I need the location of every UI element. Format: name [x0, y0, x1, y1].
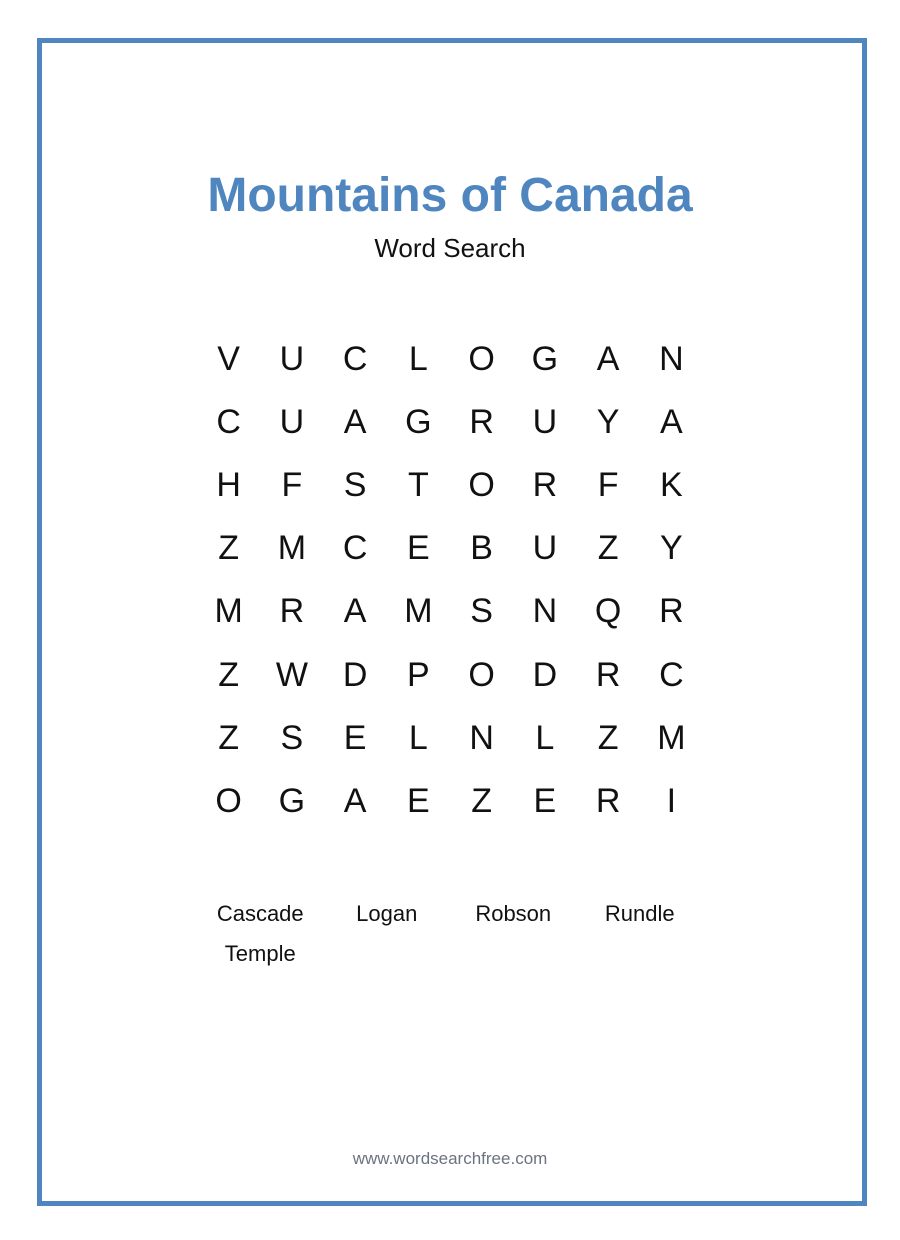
grid-cell: R: [532, 465, 558, 504]
grid-cell: M: [657, 718, 686, 757]
grid-cell: N: [469, 718, 494, 757]
page-title: Mountains of Canada: [207, 169, 693, 222]
grid-cell: P: [407, 655, 430, 694]
grid-cell: G: [278, 781, 306, 820]
grid-cell: A: [343, 781, 367, 820]
grid-cell: F: [281, 465, 303, 504]
page-subtitle: Word Search: [374, 233, 526, 263]
word-list: [197, 898, 703, 978]
grid-cell: Z: [597, 718, 619, 757]
grid-cell: A: [343, 592, 367, 631]
grid-cell: O: [468, 655, 495, 694]
grid-cell: A: [660, 402, 683, 441]
grid-cell: W: [275, 655, 308, 694]
grid-cell: S: [470, 592, 493, 631]
grid-cell: S: [343, 465, 367, 504]
grid-cell: L: [535, 718, 555, 757]
grid-cell: U: [532, 529, 558, 568]
grid-cell: A: [343, 402, 367, 441]
grid-cell: G: [531, 339, 559, 378]
grid-cell: U: [279, 339, 305, 378]
grid-cell: C: [342, 339, 368, 378]
grid-cell: Z: [218, 655, 240, 694]
grid-cell: E: [343, 718, 367, 757]
grid-cell: K: [660, 465, 683, 504]
grid-cell: C: [216, 402, 241, 441]
grid-cell: Z: [218, 718, 240, 757]
word-list-item: Logan: [356, 901, 418, 926]
grid-cell: U: [532, 402, 558, 441]
grid-cell: V: [217, 339, 240, 378]
grid-cell: M: [214, 592, 243, 631]
grid-cell: N: [659, 339, 684, 378]
grid-cell: R: [279, 592, 305, 631]
grid-cell: A: [596, 339, 620, 378]
grid-cell: Z: [471, 781, 493, 820]
grid-cell: Z: [218, 529, 240, 568]
grid-cell: S: [280, 718, 304, 757]
grid-cell: R: [469, 402, 494, 441]
grid-cell: F: [597, 465, 619, 504]
grid-cell: B: [470, 529, 493, 568]
grid-cell: M: [404, 592, 433, 631]
grid-cell: E: [407, 781, 430, 820]
grid-cell: D: [532, 655, 558, 694]
grid-cell: M: [277, 529, 307, 568]
footer-url: www.wordsearchfree.com: [352, 1149, 548, 1168]
grid-cell: L: [408, 718, 428, 757]
letter-grid: [197, 327, 703, 833]
grid-cell: L: [408, 339, 428, 378]
grid-cell: C: [342, 529, 368, 568]
grid-cell: O: [468, 465, 495, 504]
grid-cell: E: [533, 781, 557, 820]
grid-cell: H: [216, 465, 241, 504]
grid-cell: R: [595, 781, 621, 820]
grid-cell: Z: [597, 529, 619, 568]
grid-cell: R: [595, 655, 621, 694]
grid-cell: T: [407, 465, 429, 504]
grid-cell: N: [532, 592, 558, 631]
grid-cell: Q: [594, 592, 622, 631]
word-list-item: Cascade: [216, 901, 304, 926]
grid-cell: Y: [660, 529, 683, 568]
grid-cell: G: [405, 402, 432, 441]
grid-cell: O: [215, 781, 242, 820]
grid-cell: C: [659, 655, 684, 694]
word-list-item: Robson: [475, 901, 552, 926]
grid-cell: U: [279, 402, 305, 441]
grid-cell: R: [659, 592, 684, 631]
grid-cell: Y: [596, 402, 620, 441]
grid-cell: D: [342, 655, 368, 694]
grid-cell: I: [666, 781, 677, 820]
word-list-item: Temple: [224, 941, 296, 966]
grid-cell: O: [468, 339, 495, 378]
word-list-item: Rundle: [604, 901, 675, 926]
grid-cell: E: [407, 529, 430, 568]
